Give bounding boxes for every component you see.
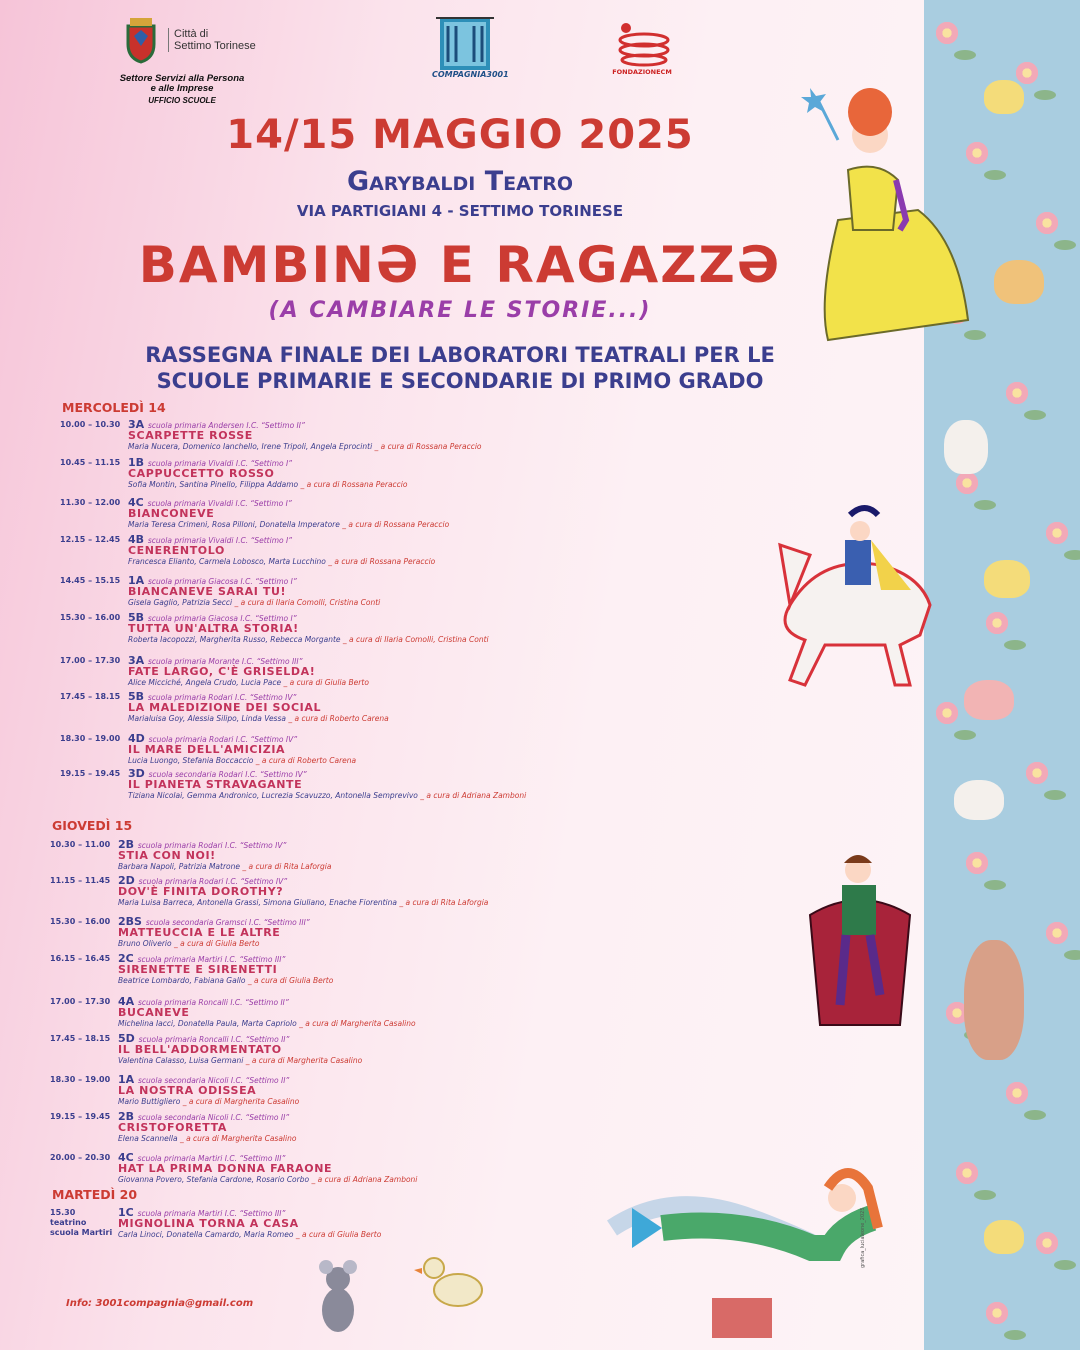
leaf-decoration: [954, 50, 976, 60]
schedule-time: 11.30 – 12.00: [60, 498, 121, 507]
animal-decoration: [964, 680, 1014, 720]
schedule-item: [60, 456, 620, 496]
city-logo: [120, 16, 270, 66]
curator: _ a cura di Margherita Casalino: [299, 1019, 416, 1028]
schedule-item: [50, 874, 610, 914]
cast-names: Roberta Iacopozzi, Margherita Russo, Rebecca Morgante: [128, 635, 341, 644]
schedule-item: [50, 952, 610, 992]
schedule-item: [50, 1206, 610, 1246]
school-name: scuola primaria Andersen I.C. “Settimo II”: [148, 421, 305, 430]
curator: _ a cura di Margherita Casalino: [182, 1097, 300, 1106]
flower-decoration: [1034, 1230, 1060, 1256]
cast-names: Tiziana Nicolai, Gemma Andronico, Lucrezia Scavuzzo, Antonella Semprevivo: [128, 791, 418, 800]
curator: _ a cura di Roberto Carena: [288, 714, 389, 723]
curator: _ a cura di Ilaria Comolli, Cristina Conti: [342, 635, 489, 644]
curator: _ a cura di Rossana Peraccio: [300, 480, 408, 489]
class-code: 4B: [128, 533, 145, 546]
show-title: MATTEUCCIA E LE ALTRE: [118, 926, 281, 939]
class-code: 2B: [118, 838, 135, 851]
schedule-time: 15.30 – 16.00: [60, 613, 121, 622]
event-subtitle: (A CAMBIARE LE STORIE...): [268, 298, 652, 323]
cast-names: Alice Micciché, Angela Crudo, Lucia Pace: [128, 678, 282, 687]
leaf-decoration: [1004, 640, 1026, 650]
flower-decoration: [1004, 380, 1030, 406]
show-title: LA MALEDIZIONE DEI SOCIAL: [128, 701, 322, 714]
flower-decoration: [1034, 210, 1060, 236]
cast-names: Giovanna Povero, Stefania Cardone, Rosario Corbo: [118, 1175, 310, 1184]
show-title: FATE LARGO, C'È GRISELDA!: [128, 665, 316, 678]
schedule-item: [50, 1151, 610, 1191]
schedule-item: [60, 418, 620, 458]
cast-line: [128, 480, 407, 489]
show-title: HAT LA PRIMA DONNA FARAONE: [118, 1162, 333, 1175]
cast-line: [128, 557, 435, 566]
schedule-item: [50, 995, 610, 1035]
school-name: scuola primaria Rodari I.C. “Settimo IV”: [137, 841, 287, 850]
flower-decoration: [1044, 920, 1070, 946]
animal-decoration: [994, 260, 1044, 304]
school-name: scuola primaria Vivaldi I.C. “Settimo I”: [147, 499, 292, 508]
school-name: scuola primaria Martiri I.C. “Settimo III”: [137, 1154, 286, 1163]
show-title: LA NOSTRA ODISSEA: [118, 1084, 257, 1097]
flower-decoration: [964, 850, 990, 876]
school-name: scuola secondaria Gramsci I.C. “Settimo III”: [145, 918, 310, 927]
schedule-time: 18.30 – 19.00: [60, 734, 121, 743]
cast-line: [118, 898, 488, 907]
sector-text: Settore Servizi alla Persona e alle Imprese UFFICIO SCUOLE: [119, 73, 245, 105]
school-name: scuola primaria Vivaldi I.C. “Settimo I”: [147, 536, 293, 545]
curator: _ a cura di Ilaria Comolli, Cristina Conti: [234, 598, 381, 607]
schedule-item: [50, 1073, 610, 1113]
schedule-time: 17.45 – 18.15: [50, 1034, 111, 1043]
schedule-time: 17.00 – 17.30: [60, 656, 121, 665]
schedule-item: [60, 690, 620, 730]
class-code: 5B: [128, 611, 145, 624]
class-code: 4C: [128, 496, 144, 509]
schedule-item: [60, 732, 620, 772]
school-name: scuola secondaria Nicoli I.C. “Settimo II”: [137, 1113, 290, 1122]
curator: _ a cura di Giulia Berto: [295, 1230, 382, 1239]
leaf-decoration: [1044, 790, 1066, 800]
school-name: scuola secondaria Rodari I.C. “Settimo IV”: [148, 770, 307, 779]
class-code: 2B: [118, 1110, 135, 1123]
show-title: STIA CON NOI!: [118, 849, 216, 862]
school-name: scuola primaria Martiri I.C. “Settimo III”: [137, 1209, 286, 1218]
schedule-time: 10.30 – 11.00: [50, 840, 111, 849]
cast-names: Maria Teresa Crimeni, Rosa Pilloni, Donatella Imperatore: [128, 520, 340, 529]
curator: _ a cura di Rossana Peraccio: [342, 520, 450, 529]
schedule-item: [50, 1110, 610, 1150]
cast-names: Francesca Elianto, Carmela Lobosco, Marta Lucchino: [128, 557, 326, 566]
flower-decoration: [954, 1160, 980, 1186]
flower-decoration: [1024, 760, 1050, 786]
leaf-decoration: [1024, 1110, 1046, 1120]
animal-decoration: [984, 1220, 1024, 1254]
cast-names: Bruno Oliverio: [118, 939, 172, 948]
schedule-item: [60, 533, 620, 573]
schedule-time: 11.15 – 11.45: [50, 876, 111, 885]
day-heading-wednesday: MERCOLEDÌ 14: [62, 400, 166, 415]
cast-line: [118, 1134, 296, 1143]
show-title: IL MARE DELL'AMICIZIA: [128, 743, 286, 756]
class-code: 2D: [118, 874, 135, 887]
schedule-time: 19.15 – 19.45: [50, 1112, 111, 1121]
animal-decoration: [984, 80, 1024, 114]
leaf-decoration: [984, 880, 1006, 890]
cast-names: Valentina Calasso, Luisa Germani: [118, 1056, 244, 1065]
class-code: 2BS: [118, 915, 142, 928]
schedule-item: [50, 915, 610, 955]
mouse-illustration: [308, 1255, 368, 1345]
leaf-decoration: [1064, 550, 1080, 560]
schedule-time: 16.15 – 16.45: [50, 954, 111, 963]
leaf-decoration: [1064, 950, 1080, 960]
leaf-decoration: [1034, 90, 1056, 100]
school-name: scuola primaria Rodari I.C. “Settimo IV”: [138, 877, 288, 886]
leaf-decoration: [1054, 240, 1076, 250]
school-name: scuola primaria Roncalli I.C. “Settimo II”: [138, 998, 289, 1007]
cast-names: Elena Scannella: [118, 1134, 178, 1143]
cast-names: Maria Nucera, Domenico Ianchello, Irene Tripoli, Angela Eprocinti: [128, 442, 373, 451]
event-description: RASSEGNA FINALE DEI LABORATORI TEATRALI PER LE SCUOLE PRIMARIE E SECONDARIE DI PRIMO GRADO: [145, 343, 775, 393]
animal-decoration: [954, 780, 1004, 820]
cast-names: Gisela Gaglio, Patrizia Secci: [128, 598, 233, 607]
show-title: CRISTOFORETTA: [118, 1121, 227, 1134]
cast-names: Maria Luisa Barreca, Antonella Grassi, Simona Giuliano, Enache Fiorentina: [118, 898, 397, 907]
cast-line: [118, 862, 331, 871]
schedule-item: [60, 654, 620, 694]
school-name: scuola primaria Martiri I.C. “Settimo III”: [137, 955, 286, 964]
leaf-decoration: [984, 170, 1006, 180]
flower-decoration: [934, 20, 960, 46]
cast-line: [118, 1097, 299, 1106]
day-heading-thursday: GIOVEDÌ 15: [52, 818, 133, 833]
animal-decoration: [964, 940, 1024, 1060]
cast-line: [128, 756, 356, 765]
schedule-item: [60, 574, 620, 614]
cast-line: [118, 1230, 381, 1239]
cast-names: Lucia Luongo, Stefania Boccaccio: [128, 756, 254, 765]
cast-line: [128, 714, 389, 723]
class-code: 3A: [128, 654, 145, 667]
school-name: scuola primaria Roncalli I.C. “Settimo II”: [138, 1035, 290, 1044]
class-code: 1A: [128, 574, 145, 587]
cast-names: Marialuisa Goy, Alessia Silipo, Linda Vessa: [128, 714, 286, 723]
school-name: scuola primaria Rodari I.C. “Settimo IV”: [148, 735, 298, 744]
schedule-item: [50, 838, 610, 878]
class-code: 2C: [118, 952, 134, 965]
schedule-item: [50, 1032, 610, 1072]
event-address: VIA PARTIGIANI 4 - SETTIMO TORINESE: [296, 202, 624, 220]
graphic-credit: grafica_lucialeone_2025: [860, 1207, 866, 1268]
cast-line: [118, 1056, 362, 1065]
animal-decoration: [944, 420, 988, 474]
schedule-time: 15.30 teatrino scuola Martiri: [50, 1208, 113, 1237]
city-coat-of-arms-icon: [120, 16, 162, 64]
school-name: scuola primaria Morante I.C. “Settimo III”: [148, 657, 303, 666]
fairy-godmother-illustration: [778, 60, 978, 350]
duck-illustration: [412, 1250, 492, 1320]
show-title: BIANCANEVE SARAI TU!: [128, 585, 287, 598]
schedule-time: 15.30 – 16.00: [50, 917, 111, 926]
leaf-decoration: [974, 500, 996, 510]
cast-line: [118, 1175, 417, 1184]
flower-decoration: [1014, 60, 1040, 86]
flower-decoration: [1004, 1080, 1030, 1106]
curator: _ a cura di Rita Laforgia: [399, 898, 489, 907]
show-title: DOV'È FINITA DOROTHY?: [118, 885, 284, 898]
curator: _ a cura di Margherita Casalino: [179, 1134, 297, 1143]
class-code: 3A: [128, 418, 145, 431]
class-code: 1B: [128, 456, 145, 469]
leaf-decoration: [1054, 1260, 1076, 1270]
leaf-decoration: [974, 1190, 996, 1200]
leaf-decoration: [954, 730, 976, 740]
show-title: IL PIANETA STRAVAGANTE: [128, 778, 303, 791]
cast-line: [128, 635, 489, 644]
day-heading-tuesday: MARTEDÌ 20: [52, 1187, 138, 1202]
class-code: 4A: [118, 995, 135, 1008]
curator: _ a cura di Adriana Zamboni: [420, 791, 527, 800]
class-code: 3D: [128, 767, 145, 780]
show-title: BIANCONEVE: [128, 507, 215, 520]
cast-line: [128, 598, 380, 607]
cast-names: Barbara Napoli, Patrizia Matrone: [118, 862, 241, 871]
schedule-time: 20.00 – 20.30: [50, 1153, 111, 1162]
city-name: Città di Settimo Torinese: [168, 28, 256, 52]
schedule-time: 17.45 – 18.15: [60, 692, 121, 701]
cast-line: [128, 791, 526, 800]
cast-line: [118, 1019, 416, 1028]
school-name: scuola primaria Rodari I.C. “Settimo IV”: [147, 693, 297, 702]
cast-names: Michelina Iacci, Donatella Paula, Marta Capriolo: [118, 1019, 297, 1028]
show-title: TUTTA UN'ALTRA STORIA!: [128, 622, 299, 635]
cast-line: [118, 976, 333, 985]
event-venue: Garybaldi Teatro: [346, 166, 574, 197]
curator: _ a cura di Giulia Berto: [283, 678, 369, 687]
class-code: 5B: [128, 690, 145, 703]
leaf-decoration: [1004, 1330, 1026, 1340]
contact-info: Info: 3001compagnia@gmail.com: [66, 1298, 254, 1309]
animal-decoration: [984, 560, 1030, 598]
flower-decoration: [984, 610, 1010, 636]
cast-names: Sofia Montin, Santina Pinello, Filippa Addamo: [128, 480, 299, 489]
schedule-time: 18.30 – 19.00: [50, 1075, 111, 1084]
class-code: 5D: [118, 1032, 135, 1045]
schedule-time: 10.45 – 11.15: [60, 458, 121, 467]
schedule-item: [60, 496, 620, 536]
curator: _ a cura di Rita Laforgia: [242, 862, 332, 871]
curator: _ a cura di Rossana Peraccio: [328, 557, 436, 566]
schedule-time: 14.45 – 15.15: [60, 576, 121, 585]
curator: _ a cura di Adriana Zamboni: [311, 1175, 418, 1184]
schedule-item: [60, 767, 620, 807]
show-title: CAPPUCCETTO ROSSO: [128, 467, 275, 480]
event-title: BAMBINƏ E RAGAZZƏ: [138, 236, 782, 294]
mermaid-illustration: [592, 1148, 922, 1348]
cast-names: Beatrice Lombardo, Fabiana Gallo: [118, 976, 246, 985]
curator: _ a cura di Giulia Berto: [173, 939, 260, 948]
cast-line: [128, 520, 449, 529]
school-name: scuola primaria Vivaldi I.C. “Settimo I”: [147, 459, 293, 468]
show-title: SIRENETTE E SIRENETTI: [118, 963, 278, 976]
curator: _ a cura di Margherita Casalino: [245, 1056, 363, 1065]
class-code: 4C: [118, 1151, 134, 1164]
cast-names: Mario Buttigliero: [118, 1097, 181, 1106]
cast-line: [118, 939, 259, 948]
school-name: scuola secondaria Nicoli I.C. “Settimo II”: [138, 1076, 290, 1085]
class-code: 1C: [118, 1206, 134, 1219]
curator: _ a cura di Roberto Carena: [255, 756, 357, 765]
curator: _ a cura di Rossana Peraccio: [374, 442, 482, 451]
event-date: 14/15 MAGGIO 2025: [226, 112, 694, 158]
show-title: IL BELL'ADDORMENTATO: [118, 1043, 282, 1056]
schedule-time: 10.00 – 10.30: [60, 420, 121, 429]
show-title: MIGNOLINA TORNA A CASA: [118, 1217, 299, 1230]
schedule-item: [60, 611, 620, 651]
leaf-decoration: [1024, 410, 1046, 420]
compagnia-3001-text: COMPAGNIA3001: [432, 70, 509, 79]
flower-decoration: [1044, 520, 1070, 546]
class-code: 4D: [128, 732, 145, 745]
school-name: scuola primaria Giacosa I.C. “Settimo I”: [148, 577, 297, 586]
pied-piper-illustration: [800, 845, 920, 1035]
fondazione-text: FONDAZIONECM: [612, 68, 672, 76]
schedule-time: 19.15 – 19.45: [60, 769, 121, 778]
cast-line: [128, 678, 369, 687]
class-code: 1A: [118, 1073, 135, 1086]
flower-decoration: [934, 700, 960, 726]
schedule-time: 17.00 – 17.30: [50, 997, 111, 1006]
show-title: SCARPETTE ROSSE: [128, 429, 253, 442]
curator: _ a cura di Giulia Berto: [247, 976, 334, 985]
show-title: BUCANEVE: [118, 1006, 190, 1019]
school-name: scuola primaria Giacosa I.C. “Settimo I”: [147, 614, 297, 623]
show-title: CENERENTOLO: [128, 544, 225, 557]
cast-names: Carla Linoci, Donatella Camardo, Maria Romeo: [118, 1230, 294, 1239]
schedule-time: 12.15 – 12.45: [60, 535, 121, 544]
flower-decoration: [984, 1300, 1010, 1326]
prince-on-horse-illustration: [750, 495, 970, 695]
cast-line: [128, 442, 482, 451]
